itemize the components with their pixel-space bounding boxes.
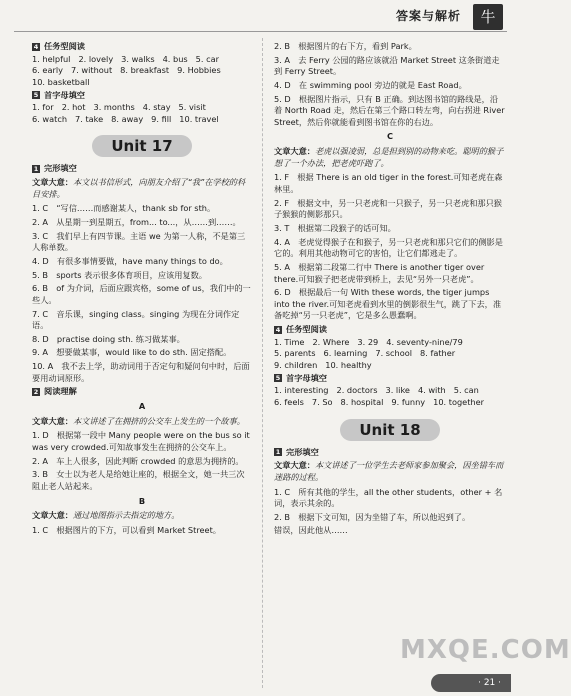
answer-item: 2. doctors	[336, 385, 378, 396]
answer-item: 6. feels	[274, 396, 304, 407]
answer-item: 10. travel	[179, 113, 219, 124]
answer-explanation: 1. C “写信……而感谢某人，thank sb for sth。	[32, 203, 216, 214]
answer-explanation: 5. D 根据图片指示，只有 B 正确。到达图书馆的路线是，沿着 North Road 走，然后在第三个路口转左弯，向右拐进 River Street，然后你就能看到图书馆在你的右边。	[274, 93, 505, 127]
answer-item: 8. away	[111, 113, 144, 124]
answer-explanation: 10. A 我不去上学，助动词用于否定句和疑问句中时，后面要用动词原形。	[32, 361, 250, 383]
answer-row	[274, 337, 506, 349]
answer-explanation: 3. T 根据第二段猴子的话可知。	[274, 222, 396, 233]
answer-item: 10. basketball	[32, 76, 90, 87]
summary: 文章大意：老虎以强凌弱，总是担到别的动物来吃。聪明的猴子想了一个办法，把老虎吓跑了。	[274, 146, 504, 168]
passage-letter: B	[138, 495, 146, 506]
answer-explanation: 9. A 想要做某事，would like to do sth. 固定搭配。	[32, 347, 232, 358]
answer-explanation: 2. A 从星期一到星期五，from... to...，从……到……。	[32, 217, 241, 228]
answer-row	[274, 360, 506, 372]
answer-item: 7. school	[375, 348, 413, 359]
answer-explanation: 4. D 有很多事情要做，have many things to do。	[32, 255, 228, 266]
answer-explanation: 2. B 根据图片的右下方，看到 Park。	[274, 41, 417, 51]
answer-item: 3. months	[93, 102, 135, 113]
answer-explanation: 2. A 车上人很多，因此判断 crowded 的意思为拥挤的。	[32, 455, 244, 466]
answer-explanation: 1. C 所有其他的学生，all the other students，other + 名词，表示其余的。	[274, 486, 503, 509]
section-heading: 4 任务型阅读	[275, 324, 327, 335]
answer-list	[32, 525, 252, 537]
answer-item: 5. can	[453, 385, 479, 396]
passage-letter: C	[386, 131, 393, 142]
section-heading: 5 首字母填空	[275, 372, 327, 383]
answer-explanation: 1. F 根据 There is an old tiger in the forest.可知老虎在森林里。	[274, 172, 503, 195]
answer-item: 1. helpful	[32, 53, 71, 64]
answer-item: 6. early	[32, 65, 63, 76]
answer-item: 3. 29	[357, 336, 379, 347]
summary: 文章大意：通过地图指示去指定的地方。	[32, 510, 180, 521]
answer-item: 5. visit	[178, 102, 206, 113]
answer-item: 1. for	[32, 102, 54, 113]
answer-explanation: 2. F 根据文中，另一只老虎和一只猴子，另一只老虎和那只猴子猴猴的侧影那只。	[274, 197, 502, 220]
answer-item: 7. take	[75, 113, 104, 124]
answer-explanation: 2. B 根据下文可知，因为坐错了车，所以他迟到了。	[274, 511, 471, 522]
column-divider	[262, 38, 263, 688]
answer-explanation: 6. D 根据最后一句 With these words, the tiger jumps into the river.可知老虎看到水里的倒影很生气，跳了下去，准备吃掉“另一只老虎”，它是多么愚蠢啊。	[274, 287, 502, 321]
answer-item: 9. children	[274, 360, 318, 371]
answer-explanation: 5. A 根据第二段第二行中 There is another tiger over there.可知猴子把老虎带到桥上，去见“另外一只老虎”。	[274, 261, 485, 284]
answer-list	[32, 430, 252, 492]
answer-explanation: 错误，因此他从……	[274, 525, 348, 536]
summary: 文章大意：本文讲述了一位学生去老师家参加聚会，因坐错车而迷路的过程。	[274, 460, 504, 482]
header-rule	[14, 31, 507, 32]
answer-item: 7. So	[311, 396, 333, 407]
summary: 文章大意：本文讲述了在拥挤的公交车上发生的一个故事。	[32, 415, 245, 426]
page-number: · 21 ·	[478, 678, 501, 688]
answer-list	[274, 487, 506, 538]
answer-row	[32, 65, 252, 77]
answer-explanation: 7. C 音乐课，singing class。singing 为现在分词作定语。	[32, 308, 240, 331]
answer-item: 9. Hobbies	[177, 65, 221, 76]
answer-row	[32, 114, 252, 126]
answer-item: 4. with	[417, 385, 446, 396]
section-heading: 1 完形填空	[33, 163, 77, 174]
answer-row	[274, 397, 506, 409]
watermark: MXQE.COM	[400, 635, 571, 665]
answer-row	[274, 385, 506, 397]
answer-item: 1. Time	[274, 336, 305, 347]
section-heading: 4 任务型阅读	[33, 41, 85, 51]
answer-explanation: 3. B 女士以为老人是给她让座的，根据全文，她一共三次阻止老人站起来。	[32, 469, 245, 491]
answer-explanation: 3. C 我们早上有四节课。主语 we 为第一人称，不是第三人称单数。	[32, 230, 246, 253]
answer-item: 2. lovely	[78, 53, 114, 64]
answer-item: 6. learning	[323, 348, 368, 359]
answer-row	[32, 102, 252, 114]
answer-list	[274, 172, 506, 322]
answer-item: 8. breakfast	[120, 65, 170, 76]
answer-item: 9. funny	[391, 396, 426, 407]
left-column	[32, 40, 252, 538]
answer-explanation: 4. A 老虎觉得猴子在和猴子，另一只老虎和那只它们的侧影是它的。利用其他动物可它的害怕，让它们都逃走了。	[274, 236, 503, 259]
answer-item: 10. healthy	[325, 360, 372, 371]
answer-item: 1. interesting	[274, 385, 329, 396]
answer-row	[32, 54, 252, 66]
answer-item: 5. car	[195, 53, 219, 64]
answer-item: 9. fill	[151, 113, 172, 124]
answer-explanation: 6. B of 为介词，后面应跟宾格，some of us，我们中的一些人。	[32, 283, 251, 305]
answer-explanation: 3. A 去 Ferry 公园的路应该就沿 Market Street 这条街道走到 Ferry Street。	[274, 54, 500, 77]
answer-item: 2. hot	[61, 102, 86, 113]
answer-explanation: 1. C 根据图片的下方，可以看到 Market Street。	[32, 524, 221, 535]
answer-list	[274, 41, 506, 128]
answer-explanation: 1. D 根据第一段中 Many people were on the bus so it was very crowded.可知故事发生在拥挤的公交车上。	[32, 430, 250, 452]
answer-item: 4. stay	[142, 102, 171, 113]
unit-title: Unit 18	[340, 419, 440, 441]
answer-row	[274, 348, 506, 360]
unit-title: Unit 17	[92, 135, 192, 157]
answer-explanation: 4. D 在 swimming pool 旁边的就是 East Road。	[274, 79, 467, 90]
answer-item: 2. Where	[312, 336, 350, 347]
answer-item: 8. hospital	[340, 396, 384, 407]
answer-item: 6. watch	[32, 113, 68, 124]
section-heading: 5 首字母填空	[33, 89, 85, 100]
section-heading: 2 阅读理解	[33, 386, 77, 397]
passage-letter: A	[138, 401, 146, 412]
answer-explanation: 8. D practise doing sth. 练习做某事。	[32, 333, 185, 344]
section-heading: 1 完形填空	[275, 446, 319, 457]
right-column	[274, 40, 506, 539]
answer-explanation: 5. B sports 表示很多体育项目，应该用复数。	[32, 269, 207, 280]
page-number-tab	[431, 674, 511, 692]
answer-item: 4. seventy-nine/79	[386, 336, 463, 347]
answer-item: 5. parents	[274, 348, 316, 359]
logo-icon: 牛	[473, 4, 503, 30]
page-header	[0, 0, 523, 30]
answer-item: 4. bus	[162, 53, 188, 64]
answer-item: 10. together	[433, 396, 485, 407]
answer-item: 7. without	[70, 65, 113, 76]
answer-list	[32, 203, 252, 384]
answer-item: 8. father	[420, 348, 456, 359]
summary: 文章大意：本文以书信形式，向朋友介绍了“我”在学校的科目安排。	[32, 177, 246, 199]
answer-row	[32, 77, 252, 89]
answer-item: 3. like	[385, 385, 410, 396]
header-title: 答案与解析	[395, 9, 461, 23]
answer-item: 3. walks	[121, 53, 155, 64]
